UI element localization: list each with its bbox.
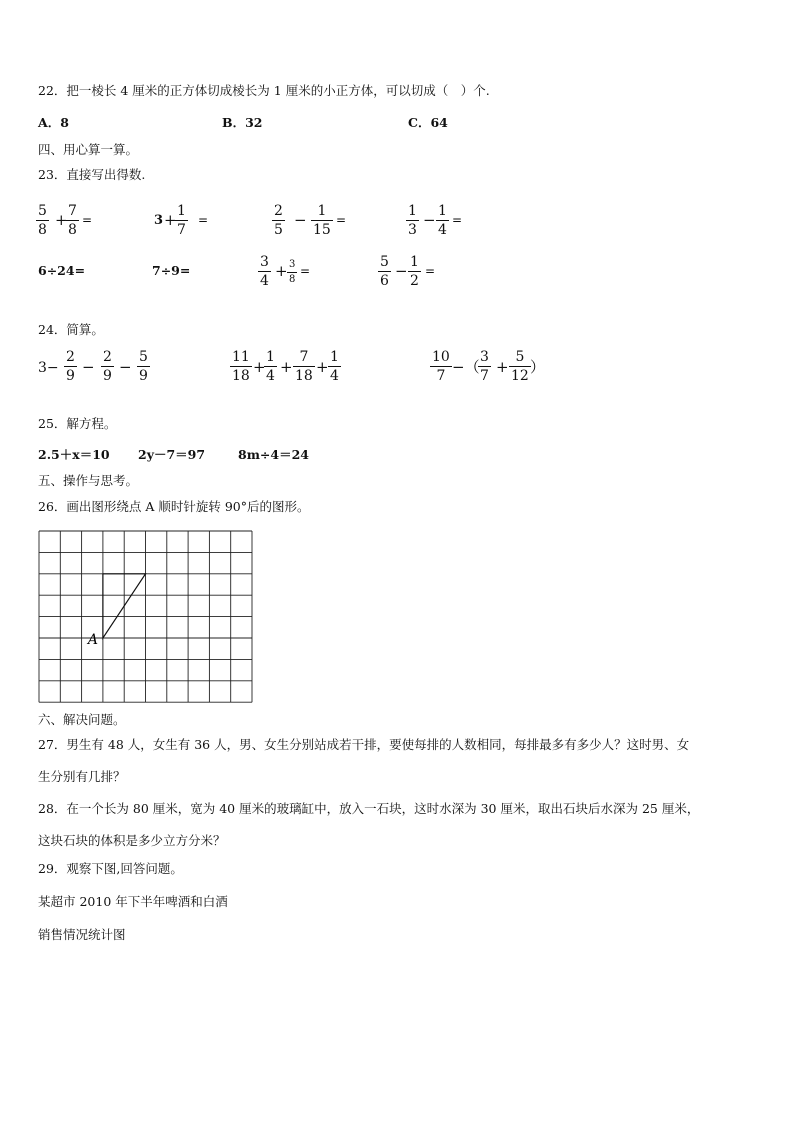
- q22-option-a[interactable]: A．8: [38, 115, 69, 130]
- q29-chart-title-1: 某超市 2010 年下半年啤酒和白酒: [38, 894, 228, 909]
- q28-line-2: 这块石块的体积是多少立方分米？: [38, 833, 226, 848]
- q27-line-1: 27．男生有 48 人，女生有 36 人，男、女生分别站成若干排，要使每排的人数相同，每排最多有多少人？这时男、女: [38, 737, 690, 752]
- q27-line-2: 生分别有几排？: [38, 769, 126, 784]
- q23-r2-a: 6÷24=: [38, 263, 86, 278]
- q29-chart-title-2: 销售情况统计图: [38, 927, 126, 942]
- q23-r2-b: 7÷9=: [152, 263, 191, 278]
- q29-stem: 29．观察下图,回答问题。: [38, 861, 183, 876]
- section-6-heading: 六、解决问题。: [38, 712, 126, 727]
- section-4-heading: 四、用心算一算。: [38, 142, 139, 157]
- q25-eq-1: 2.5＋x＝10: [38, 447, 110, 462]
- q22-option-b[interactable]: B．32: [222, 115, 263, 130]
- q24-stem: 24．简算。: [38, 322, 104, 337]
- grid-lines: [39, 531, 252, 702]
- q25-eq-3: 8m÷4＝24: [238, 447, 309, 462]
- q23-stem: 23．直接写出得数.: [38, 167, 146, 182]
- q22-stem: 22．把一棱长 4 厘米的正方体切成棱长为 1 厘米的小正方体，可以切成（ ）个.: [38, 83, 490, 98]
- q25-stem: 25．解方程。: [38, 416, 117, 431]
- point-a-label: A: [87, 632, 99, 648]
- q28-line-1: 28．在一个长为 80 厘米，宽为 40 厘米的玻璃缸中，放入一石块，这时水深为 30 厘米，取出石块后水深为 25 厘米，: [38, 801, 700, 816]
- q25-eq-2: 2y－7＝97: [138, 447, 206, 462]
- q26-stem: 26．画出图形绕点 A 顺时针旋转 90°后的图形。: [38, 499, 310, 514]
- section-5-heading: 五、操作与思考。: [38, 473, 139, 488]
- q22-option-c[interactable]: C．64: [408, 115, 448, 130]
